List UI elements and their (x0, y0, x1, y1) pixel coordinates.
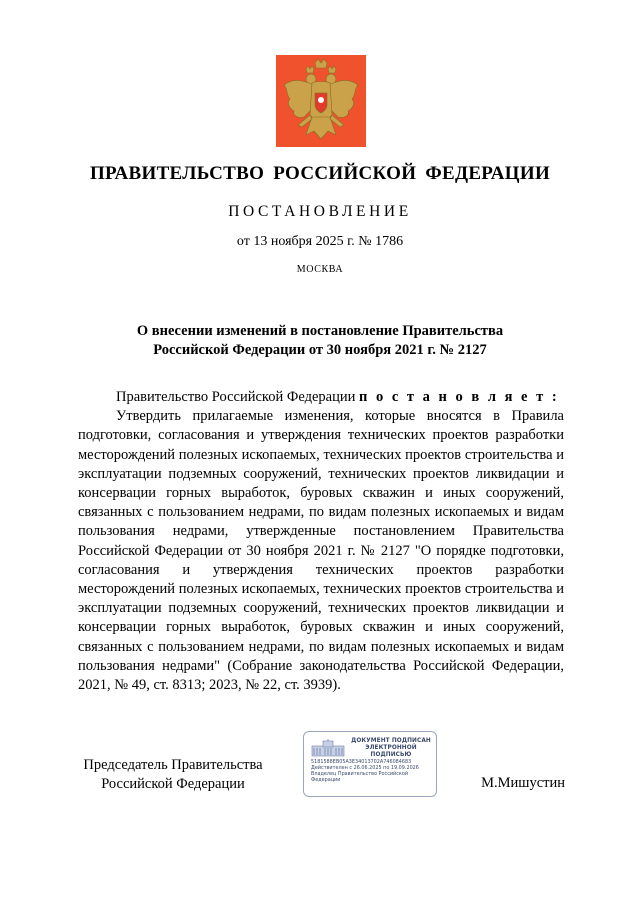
document-date-number: от 13 ноября 2025 г. № 1786 (236, 234, 404, 249)
government-title: ПРАВИТЕЛЬСТВО РОССИЙСКОЙ ФЕДЕРАЦИИ (89, 163, 551, 184)
signatory-title (78, 756, 268, 794)
coat-of-arms-emblem (276, 55, 366, 147)
stamp-heading-line-2: ЭЛЕКТРОННОЙ ПОДПИСЬЮ (365, 745, 417, 758)
document-city: МОСКВА (296, 264, 344, 275)
decree-word: п о с т а н о в л я е т : (358, 389, 560, 405)
electronic-signature-stamp (303, 731, 437, 797)
stamp-heading (348, 738, 434, 759)
document-body (78, 388, 564, 695)
subject-line-2: Российской Федерации от 30 ноября 2021 г. № 2127 (153, 342, 487, 358)
signatory-name: М.Мишустин (481, 775, 565, 791)
document-type: ПОСТАНОВЛЕНИЕ (228, 203, 412, 220)
subject-line-1: О внесении изменений в постановление Правительства (136, 323, 504, 339)
signatory-title-line-2: Российской Федерации (101, 776, 245, 792)
certificate-owner-line-2: Федерации (311, 777, 341, 784)
document-subject (0, 322, 640, 360)
stamp-details (311, 759, 435, 783)
certificate-serial: 5181588EB05A3E34013702A746084683 (311, 759, 412, 765)
government-building-icon (311, 739, 345, 757)
main-paragraph: Утвердить прилагаемые изменения, которые вносятся в Правила подготовки, согласования и утверждения технических проектов разработки месторождений полезных ископаемых, технических проектов строительства и эксплуатации подземных сооружений, технических проектов ликвидации и консервации горных выработок, буровых скважин и иных сооружений, связанных с пользованием недрами, по видам полезных ископаемых и видам пользования недрами, утвержденные постановлением Правительства Российской Федерации от 30 ноября 2021 г. № 2127 "О порядке подготовки, согласования и утверждения технических проектов разработки месторождений полезных ископаемых, технических проектов строительства и эксплуатации подземных сооружений, технических проектов ликвидации и консервации горных выработок, буровых скважин и иных сооружений, связанных с пользованием недрами, по видам полезных ископаемых и видам пользования недрами" (Собрание законодательства Российской Федерации, 2021, № 49, ст. 8313; 2023, № 22, ст. 3939). (78, 408, 564, 694)
stamp-heading-line-1: ДОКУМЕНТ ПОДПИСАН (351, 738, 431, 744)
decree-prefix: Правительство Российской Федерации (116, 389, 359, 405)
signatory-title-line-1: Председатель Правительства (83, 757, 263, 773)
certificate-owner-line-1: Владелец Правительство Российской (311, 771, 409, 778)
certificate-validity: Действителен с 26.06.2025 по 19.09.2026 (311, 765, 419, 772)
decree-paragraph (78, 388, 564, 407)
